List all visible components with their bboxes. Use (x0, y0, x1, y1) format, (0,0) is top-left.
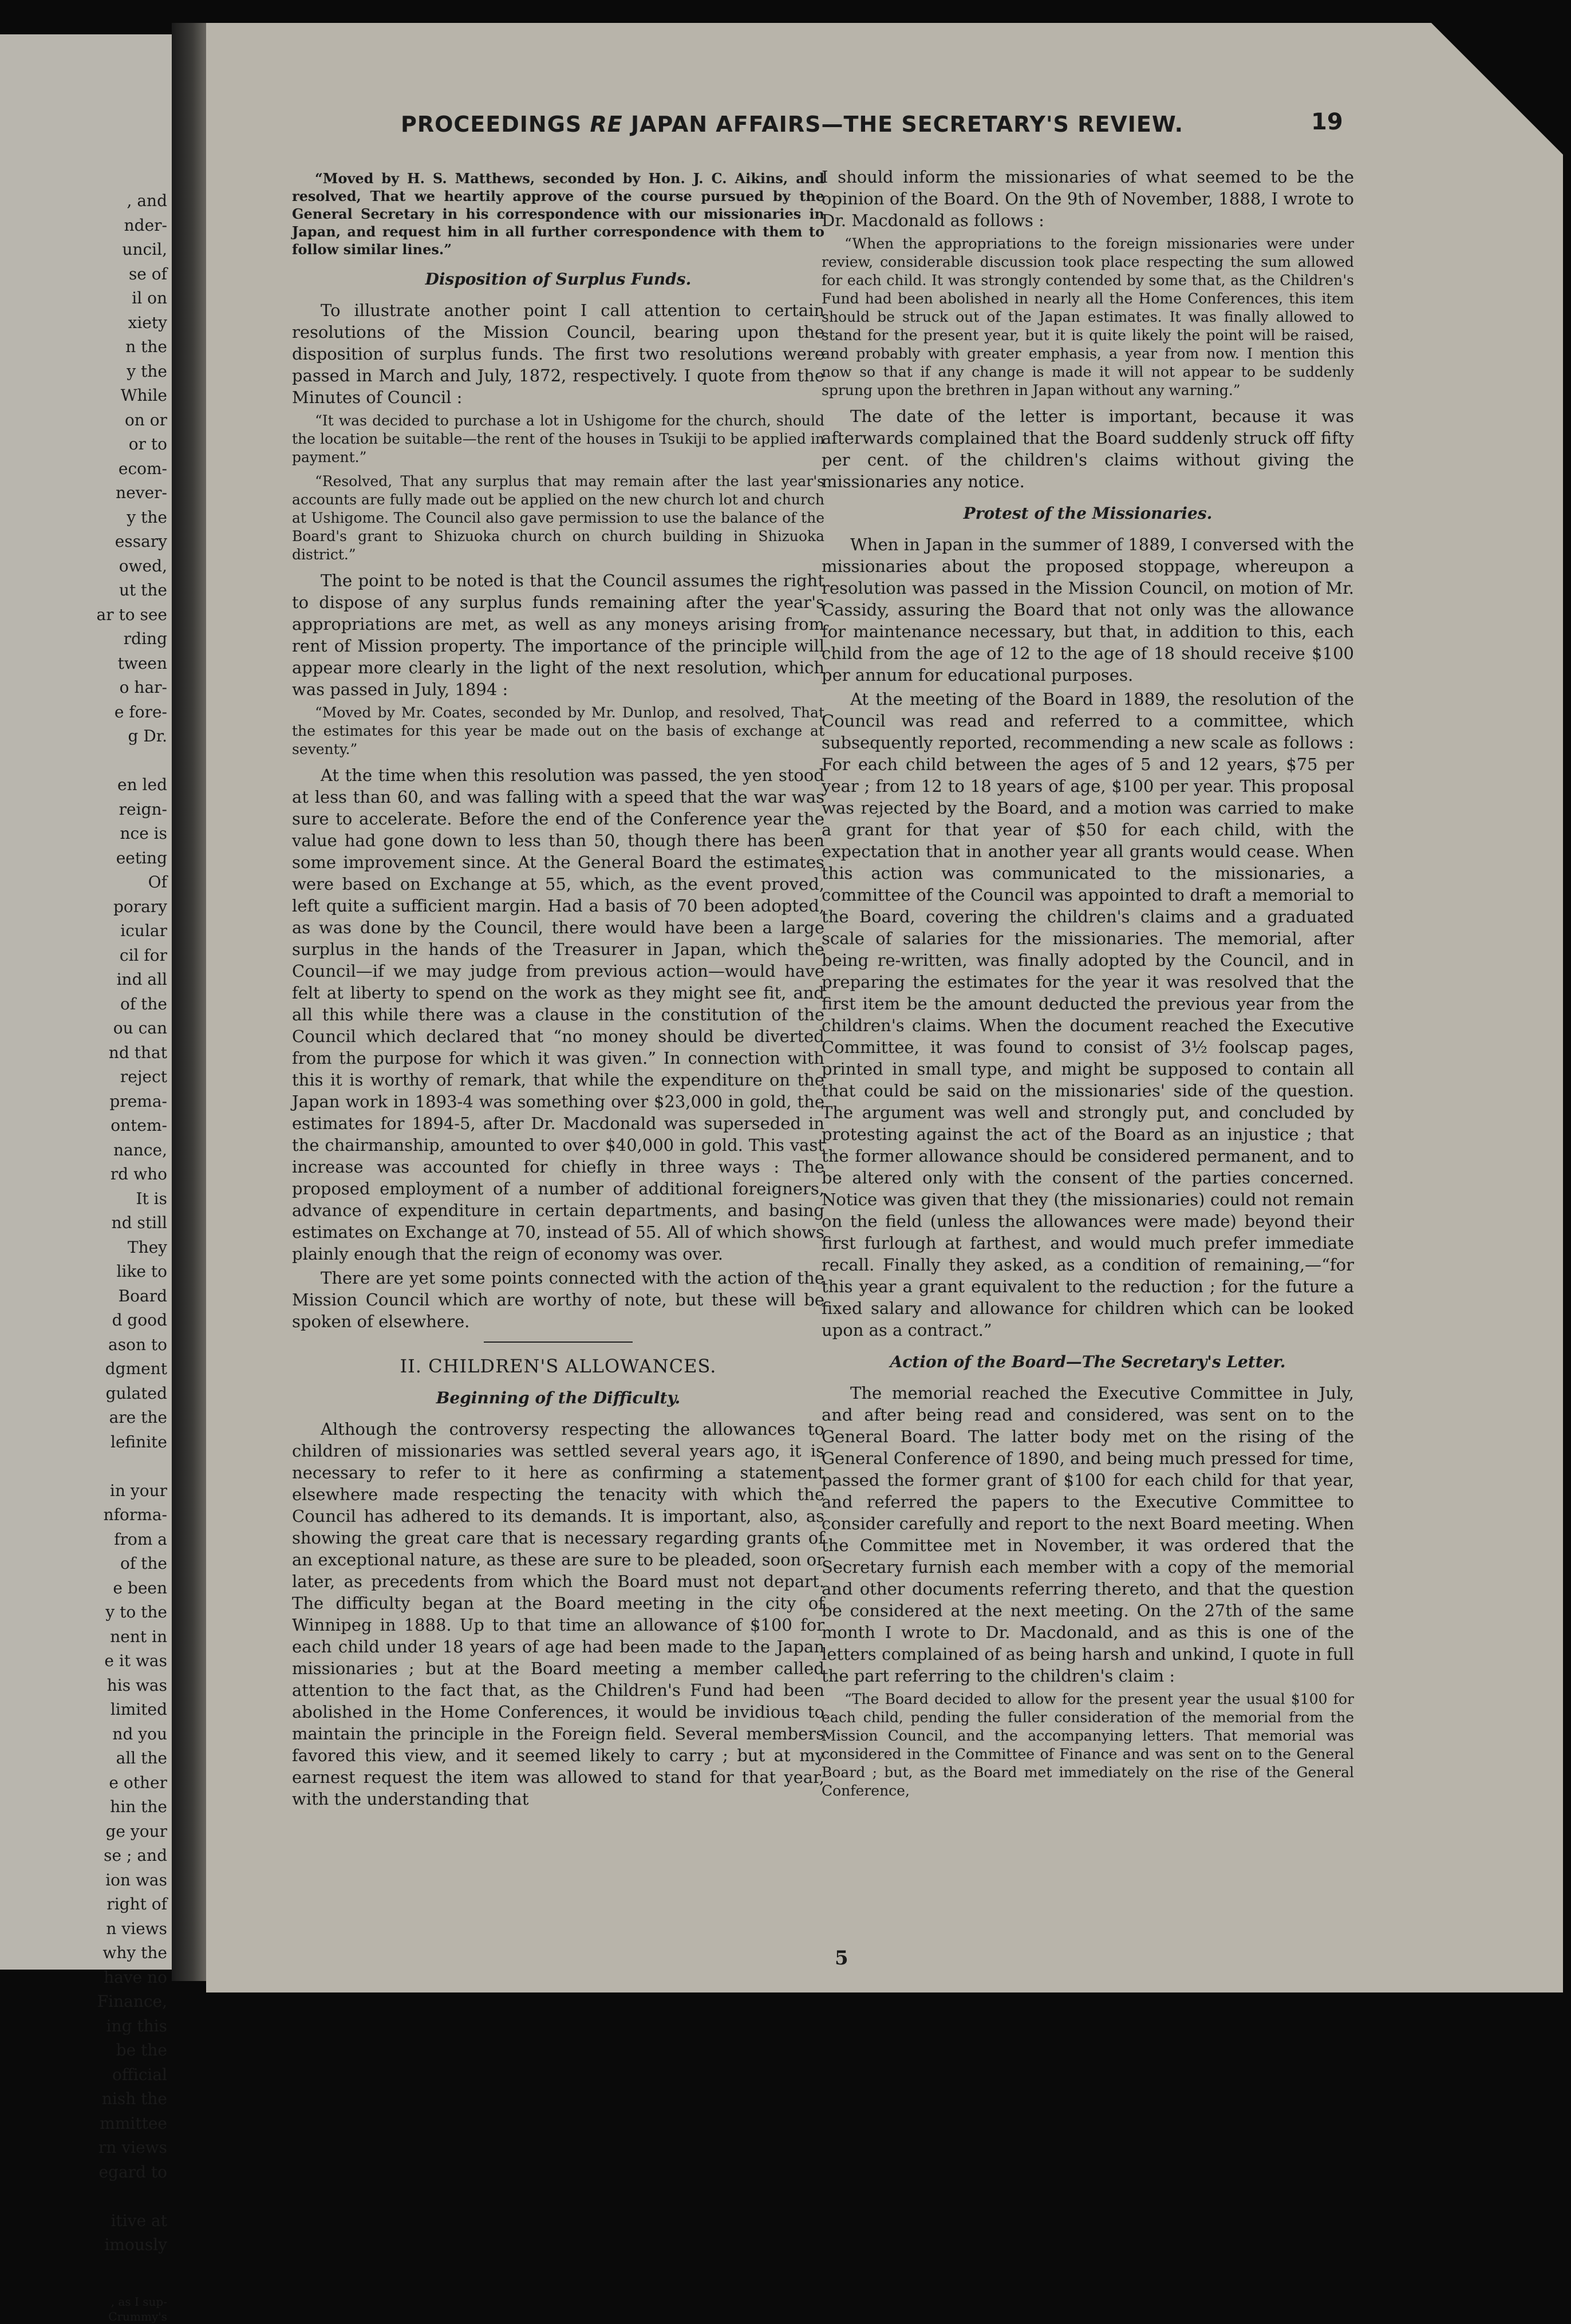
facing-page-line: right of (106, 1895, 167, 1913)
facing-page-line: While (120, 386, 167, 405)
facing-page-line: lefinite (110, 1432, 167, 1451)
facing-page-line: prema- (109, 1091, 167, 1111)
facing-page-line: y to the (105, 1603, 167, 1621)
facing-page-line: y the (127, 507, 167, 527)
facing-page-line: e fore- (114, 702, 167, 721)
quote-ushigome: “It was decided to purchase a lot in Ushigome for the church, should the location be suitable—the rent of the houses in Tsukiji to be applied in payment.” (292, 412, 824, 465)
facing-page-line: e other (109, 1773, 167, 1792)
facing-page-line: ason to (108, 1335, 167, 1354)
facing-page-line: o har- (119, 678, 167, 697)
facing-page-line: Board (118, 1286, 167, 1305)
facing-page-text-fragments (0, 189, 172, 2324)
facing-page-line: ar to see (96, 605, 167, 624)
facing-page-line: nent in (110, 1627, 167, 1646)
quote-resolved: “Resolved, That any surplus that may remain after the last year's accounts are fully made out be applied on the new church lot and church at Ushigome. The Council also gave permission to use the balance of the Board's grant to Shizuoka church on church building in Shizuoka district.” (292, 473, 824, 563)
facing-page-line: n views (106, 1919, 167, 1938)
facing-page-line: why the (102, 1943, 167, 1962)
facing-page-line: or to (128, 435, 167, 453)
facing-page-line: mmittee (100, 2113, 167, 2133)
facing-page-line: ge your (105, 1821, 167, 1841)
facing-page-line: Finance, (97, 1992, 167, 2011)
facing-page-line: rn views (98, 2138, 167, 2157)
quote-appropriations: “When the appropriations to the foreign missionaries were under review, considerable discussion took place respecting the sum allowed for each child. It was strongly contended by some that, as the Children's Fund had been abolished in nearly all the Home Conferences, this item should be struck out of the Japan estimates. It was finally allowed to stand for the present year, but it is quite likely the point will be raised, and probably with greater emphasis, a year from now. I mention this now so that if any change is made it will not appear to be suddenly sprung upon the brethren in Japan without any warning.” (822, 235, 1354, 398)
paragraph: The memorial reached the Executive Committee in July, and after being read and considered, was sent on to the General Board. The latter body met on the rising of the General Conference of 1890, and being much pressed for time, passed the former grant of $100 for each child for that year, and referred the papers to the Executive Committee to consider carefully and report to the next Board meeting. When the Committee met in November, it was ordered that the Secretary furnish each member with a copy of the memorial and other documents referring thereto, and that the question be considered at the next meeting. On the 27th of the same month I wrote to Dr. Macdonald, and as this is one of the letters complained of as being harsh and unkind, I quote in full the part referring to the children's claim : (822, 1383, 1354, 1686)
facing-page-line: dgment (105, 1359, 167, 1378)
quote-board: “The Board decided to allow for the present year the usual $100 for each child, pending the fuller consideration of the memorial from the Mission Council, and the accompanying letters. That memorial was considered in the Committee of Finance and was sent on to the General Board ; but, as the Board met immediately on the rise of the General Conference, (822, 1691, 1354, 1799)
header-title-part1: PROCEEDINGS (401, 112, 590, 137)
facing-page-line: en led (117, 775, 167, 794)
facing-page-line: nd you (112, 1724, 167, 1743)
facing-page-line: gulated (105, 1383, 167, 1403)
facing-page-line: y the (127, 361, 167, 381)
facing-page-line: nder- (124, 215, 167, 235)
facing-page-line: eeting (116, 848, 167, 867)
facing-page (0, 34, 189, 2323)
facing-page-line: are the (109, 1408, 167, 1427)
facing-page-line: all the (116, 1749, 167, 1767)
paragraph: Although the controversy respecting the allowances to children of missionaries was settled several years ago, it is necessary to refer to it here as confirming a statement elsewhere made respecting the tenacity with which the Council has adhered to its demands. It is important, also, as showing the great care that is necessary regarding grants of an exceptional nature, as these are sure to be pleaded, soon or later, as precedents from which the Board must not depart. The difficulty began at the Board meeting in the city of Winnipeg in 1888. Up to that time an allowance of $100 for each child under 18 years of age had been made to the Japan missionaries ; but at the Board meeting a member called attention to the fact that, as the Children's Fund had been abolished in the Home Conferences, it would be invidious to maintain the principle in the Foreign field. Several members favored this view, and it seemed likely to carry ; but at my earnest request the item was allowed to stand for that year, with the understanding that (292, 1419, 824, 1809)
facing-page-line: e been (113, 1578, 167, 1597)
header-title-italic: RE (590, 112, 623, 137)
facing-page-line: in your (110, 1481, 167, 1500)
header-title-part2: JAPAN AFFAIRS—THE SECRETARY'S REVIEW. (622, 112, 1184, 137)
facing-page-line: have no (104, 1967, 167, 1987)
facing-page-footnote-line: Crummy's (108, 2309, 167, 2323)
heading-beginning: Beginning of the Difficulty. (436, 1388, 681, 1407)
facing-page-line: be the (116, 2041, 167, 2059)
paragraph: There are yet some points connected with the action of the Mission Council which are worthy of note, but these will be spoken of elsewhere. (292, 1268, 824, 1331)
facing-page-line: from a (114, 1529, 167, 1549)
facing-page-line: his was (106, 1675, 167, 1695)
facing-page-line: n the (125, 337, 167, 356)
paragraph: At the time when this resolution was passed, the yen stood at less than 60, and was falling with a speed that the war was sure to accelerate. Before the end of the Conference year the value had gone down to less than 50, though there has been some improvement since. At the General Board the estimates were based on Exchange at 55, which, as the event proved, left quite a sufficient margin. Had a basis of 70 been adopted, as was done by the Council, there would have been a large surplus in the hands of the Treasurer in Japan, which the Council—if we may judge from previous action—would have felt at liberty to spend on the work as they might see fit, and all this while there was a clause in the constitution of the Council which declared that “no money should be diverted from the purpose for which it was given.” In connection with this it is worthy of remark, that while the expenditure on the Japan work in 1893-4 was something over $23,000 in gold, the estimates for 1894-5, after Dr. Macdonald was superseded in the chairmanship, amounted to over $40,000 in gold. This vast increase was accounted for chiefly in three ways : The proposed employment of a number of additional foreigners, advance of expenditure in certain departments, and basing estimates on Exchange at 70, instead of 55. All of which shows plainly enough that the reign of economy was over. (292, 766, 824, 1264)
heading-protest: Protest of the Missionaries. (963, 504, 1213, 523)
facing-page-line: icular (120, 921, 167, 940)
facing-page-line: reign- (119, 799, 167, 819)
facing-page-line: official (112, 2065, 167, 2084)
facing-page-line: se of (128, 264, 167, 283)
facing-page-line: nish the (101, 2089, 167, 2108)
facing-page-line: imously (104, 2235, 167, 2254)
facing-page-line: porary (113, 897, 167, 916)
section-title: II. CHILDREN'S ALLOWANCES. (400, 1355, 717, 1377)
column-left (292, 166, 824, 1812)
facing-page-line: tween (117, 653, 167, 673)
facing-page-footnote (0, 2294, 167, 2324)
paragraph: I should inform the missionaries of what seemed to be the opinion of the Board. On the 9th of November, 1888, I wrote to Dr. Macdonald as follows : (822, 167, 1354, 230)
paragraph: The date of the letter is important, because it was afterwards complained that the Board suddenly struck off fifty per cent. of the children's claims without giving the missionaries any notice. (822, 407, 1354, 491)
column-right (822, 166, 1354, 1806)
facing-page-line: ou can (113, 1019, 167, 1037)
facing-page-line: ut the (119, 581, 167, 599)
facing-page-line: on or (124, 410, 167, 429)
facing-page-line: ontem- (110, 1116, 167, 1135)
facing-page-line: never- (116, 483, 167, 502)
facing-page-line: limited (110, 1700, 167, 1719)
facing-page-line: ind all (116, 970, 167, 989)
facing-page-line: se ; and (104, 1846, 167, 1865)
facing-page-line: ing this (106, 2016, 167, 2035)
facing-page-line: of the (120, 1554, 167, 1573)
facing-page-line: ecom- (118, 459, 167, 478)
facing-page-line (0, 2184, 167, 2209)
facing-page-line (0, 1454, 167, 1479)
facing-page-line: e it was (104, 1651, 167, 1670)
facing-page-line: essary (115, 532, 167, 551)
facing-page-line: egard to (98, 2162, 167, 2181)
paragraph: The point to be noted is that the Council assumes the right to dispose of any surplus funds remaining after the year's appropriations are met, as well as any moneys arising from rent of Mission property. The importance of the principle will appear more clearly in the light of the next resolution, which was passed in July, 1894 : (292, 571, 824, 699)
quote-matthews: “Moved by H. S. Matthews, seconded by Hon. J. C. Aikins, and resolved, That we heartily approve of the course pursued by the General Secretary in his correspondence with our missionaries in Japan, and request him in all further correspondence with them to follow similar lines.” (292, 170, 824, 258)
paragraph: At the meeting of the Board in 1889, the resolution of the Council was read and referred to a committee, which subsequently reported, recommending a new scale as follows : For each child between the ages of 5 and 12 years, $75 per year ; from 12 to 18 years of age, $100 per year. This proposal was rejected by the Board, and a motion was carried to make a grant for that year of $50 for each child, with the expectation that in another year all grants would cease. When this action was communicated to the missionaries, a committee of the Council was appointed to draft a memorial to the Board, covering the children's claims and a graduated scale of salaries for the missionaries. The memorial, after being re-written, was finally adopted by the Council, and in preparing the estimates for the year it was resolved that the first item be the amount deducted the previous year from the children's claims. When the document reached the Executive Committee, it was found to consist of 3½ foolscap pages, printed in small type, and might be supposed to contain all that could be said on the missionaries' side of the question. The argument was well and strongly put, and concluded by protesting against the act of the Board as an injustice ; that the former allowance should be considered permanent, and to be altered only with the consent of the parties concerned. Notice was given that they (the missionaries) could not remain on the field (unless the allowances were made) beyond their first furlough at farthest, and would much prefer immediate recall. Finally they asked, as a condition of remaining,—“for this year a grant equivalent to the reduction ; for the future a fixed salary and allowance for children which can be looked upon as a contract.” (822, 689, 1354, 1340)
facing-page-line: It is (136, 1189, 167, 1208)
facing-page-line (0, 749, 167, 774)
paragraph: When in Japan in the summer of 1889, I conversed with the missionaries about the proposed stoppage, whereupon a resolution was passed in the Mission Council, on motion of Mr. Cassidy, assuring the Board that not only was the allowance for maintenance necessary, but that, in addition to this, each child from the age of 12 to the age of 18 should receive $100 per annum for educational purposes. (822, 535, 1354, 685)
facing-page-footnote-line: , as I sup- (110, 2294, 167, 2309)
facing-page-line: nforma- (103, 1505, 167, 1524)
facing-page-line: Of (148, 873, 167, 891)
facing-page-line: reject (120, 1067, 167, 1086)
facing-page-line: nd still (111, 1213, 167, 1232)
header-page-number: 19 (1311, 109, 1343, 135)
facing-page-line: ion was (105, 1870, 167, 1889)
facing-page-line: like to (116, 1262, 167, 1281)
quote-coates: “Moved by Mr. Coates, seconded by Mr. Dunlop, and resolved, That the estimates for this year be made out on the basis of exchange at seventy.” (292, 704, 824, 757)
facing-page-line: itive at (110, 2211, 167, 2230)
facing-page-line: g Dr. (128, 727, 167, 745)
footer-page-number: 5 (835, 1947, 848, 1970)
facing-page-line: nd that (108, 1043, 167, 1062)
facing-page-line: hin the (110, 1797, 167, 1816)
facing-page-line: nance, (113, 1140, 167, 1159)
facing-page-line: d good (112, 1311, 167, 1329)
facing-page-line: rding (123, 629, 167, 648)
facing-page-line: They (127, 1237, 167, 1257)
facing-page-line: xiety (128, 313, 167, 332)
facing-page-line: of the (120, 994, 167, 1013)
heading-action: Action of the Board—The Secretary's Letter. (890, 1352, 1286, 1371)
heading-surplus-funds: Disposition of Surplus Funds. (425, 270, 692, 289)
section-divider (484, 1341, 633, 1343)
facing-page-line: cil for (119, 945, 167, 965)
facing-page-line: , and (127, 191, 167, 210)
facing-page-line: rd who (110, 1165, 167, 1183)
facing-page-line: il on (132, 289, 167, 307)
facing-page-line: nce is (120, 824, 167, 843)
facing-page-line: owed, (119, 556, 167, 575)
paragraph: To illustrate another point I call attention to certain resolutions of the Mission Council, bearing upon the disposition of surplus funds. The first two resolutions were passed in March and July, 1872, respectively. I quote from the Minutes of Council : (292, 301, 824, 407)
facing-page-line: uncil, (122, 240, 167, 259)
